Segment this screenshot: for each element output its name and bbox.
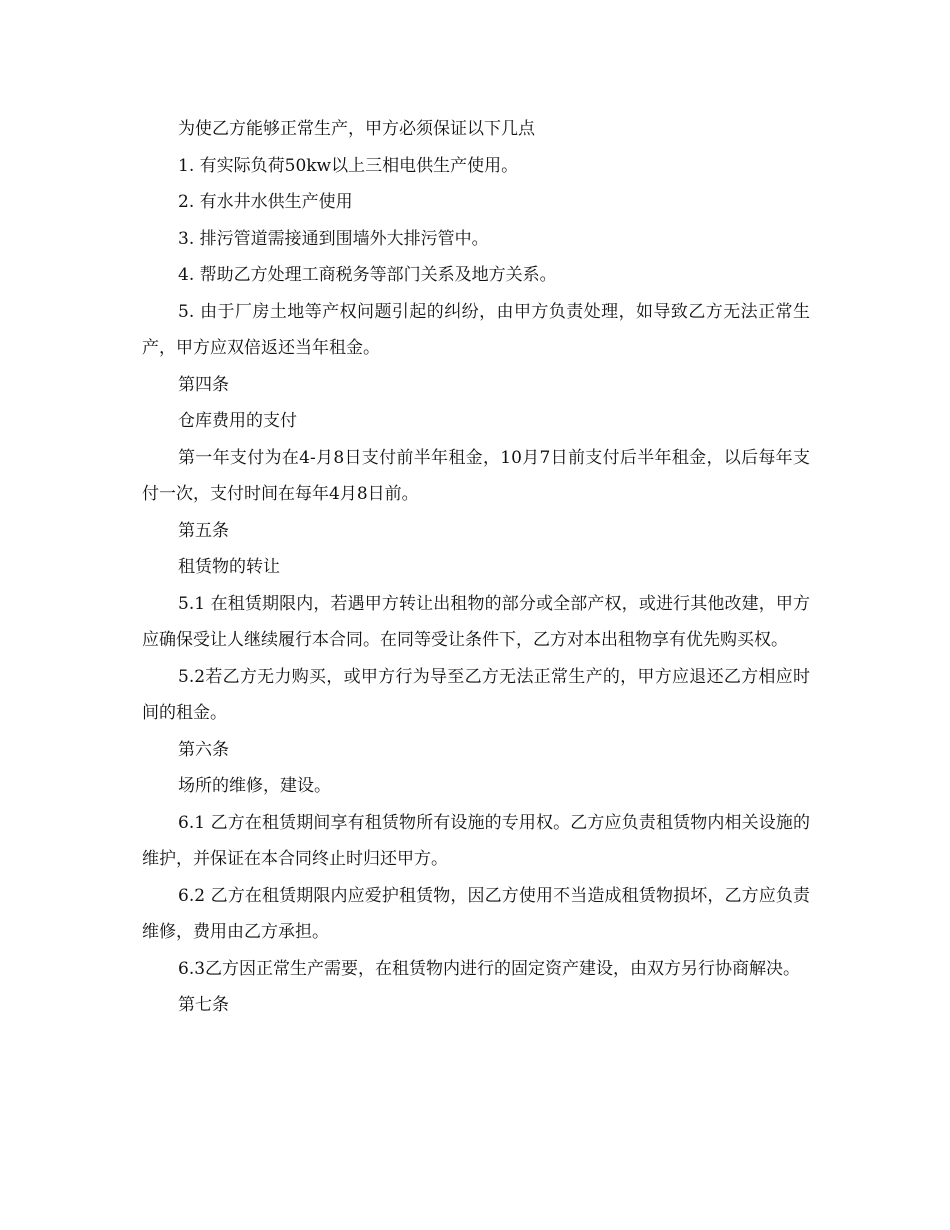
paragraph-item-3: 3. 排污管道需接通到围墙外大排污管中。 bbox=[178, 228, 489, 249]
clause-5-1: 5.1 在租赁期限内，若遇甲方转让出租物的部分或全部产权，或进行其他改建，甲方应确保受让人继续履行本合同。在同等受让条件下，乙方对本出租物享有优先购买权。 bbox=[142, 593, 810, 650]
article-4-title: 仓库费用的支付 bbox=[178, 411, 297, 431]
article-5-heading: 第五条 bbox=[178, 520, 229, 541]
document-page bbox=[142, 111, 810, 1024]
paragraph-item-5: 5. 由于厂房土地等产权问题引起的纠纷，由甲方负责处理，如导致乙方无法正常生产，甲方应双倍返还当年租金。 bbox=[142, 301, 810, 358]
clause-5-2: 5.2若乙方无力购买，或甲方行为导至乙方无法正常生产的，甲方应退还乙方相应时间的租金。 bbox=[142, 666, 810, 723]
article-6-title: 场所的维修，建设。 bbox=[178, 776, 331, 796]
paragraph-intro: 为使乙方能够正常生产，甲方必须保证以下几点 bbox=[178, 119, 535, 139]
clause-6-3: 6.3乙方因正常生产需要，在租赁物内进行的固定资产建设，由双方另行协商解决。 bbox=[178, 958, 801, 979]
clause-6-2: 6.2 乙方在租赁期限内应爱护租赁物，因乙方使用不当造成租赁物损坏，乙方应负责维修，费用由乙方承担。 bbox=[142, 885, 810, 942]
article-6-heading: 第六条 bbox=[178, 739, 229, 760]
paragraph-item-2: 2. 有水井水供生产使用 bbox=[178, 192, 353, 212]
article-5-title: 租赁物的转让 bbox=[178, 557, 280, 577]
article-7-heading: 第七条 bbox=[178, 995, 229, 1015]
paragraph-item-1: 1. 有实际负荷50kw以上三相电供生产使用。 bbox=[178, 155, 519, 176]
clause-6-1: 6.1 乙方在租赁期间享有租赁物所有设施的专用权。乙方应负责租赁物内相关设施的维护，并保证在本合同终止时归还甲方。 bbox=[142, 812, 810, 869]
article-4-body: 第一年支付为在4-月8日支付前半年租金，10月7日前支付后半年租金，以后每年支付一次，支付时间在每年4月8日前。 bbox=[142, 447, 810, 504]
paragraph-item-4: 4. 帮助乙方处理工商税务等部门关系及地方关系。 bbox=[178, 265, 557, 285]
article-4-heading: 第四条 bbox=[178, 374, 229, 395]
